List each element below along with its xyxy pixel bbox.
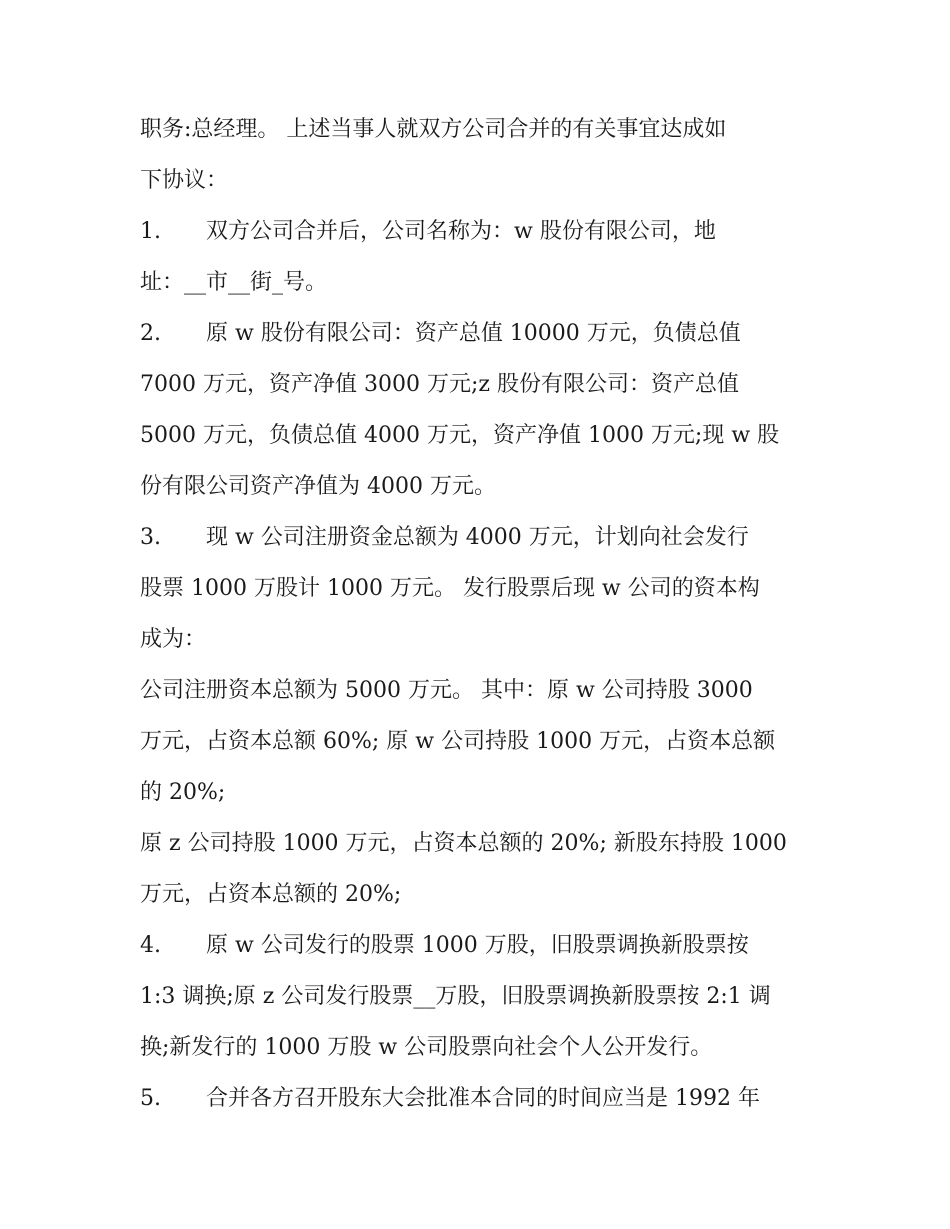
clause-number: 1. <box>140 219 161 244</box>
text-line: 1:3 调换;原 z 公司发行股票__万股，旧股票调换新股票按 2:1 调 <box>140 984 771 1009</box>
text-line: 万元，占资本总额 60%; 原 w 公司持股 1000 万元，占资本总额 <box>140 729 776 754</box>
text-line: 份有限公司资产净值为 4000 万元。 <box>140 474 496 499</box>
clause-number: 2. <box>140 321 161 346</box>
text-line: 的 20%; <box>140 780 226 805</box>
text-line: 股票 1000 万股计 1000 万元。 发行股票后现 w 公司的资本构 <box>140 576 760 601</box>
clause-1: 1. 双方公司合并后，公司名称为：w 股份有限公司，地 <box>140 206 820 257</box>
clause-number: 3. <box>140 525 161 550</box>
text-line: 公司注册资本总额为 5000 万元。 其中：原 w 公司持股 3000 <box>140 678 753 703</box>
text-line: 原 z 公司持股 1000 万元，占资本总额的 20%; 新股东持股 1000 <box>140 831 787 856</box>
text-line: 5000 万元，负债总值 4000 万元，资产净值 1000 万元;现 w 股 <box>140 423 780 448</box>
text-line: 7000 万元，资产净值 3000 万元;z 股份有限公司：资产总值 <box>140 372 739 397</box>
clause-2: 2. 原 w 股份有限公司：资产总值 10000 万元，负债总值 <box>140 308 820 359</box>
text-line: 成为： <box>140 627 207 652</box>
clause-3: 3. 现 w 公司注册资金总额为 4000 万元，计划向社会发行 <box>140 512 820 563</box>
clause-number: 5. <box>140 1086 161 1111</box>
text-line: 址：__市__街_号。 <box>140 270 328 295</box>
clause-5: 5. 合并各方召开股东大会批准本合同的时间应当是 1992 年 <box>140 1073 820 1124</box>
text-line: 换;新发行的 1000 万股 w 公司股票向社会个人公开发行。 <box>140 1035 713 1060</box>
clause-number: 4. <box>140 933 161 958</box>
clause-4: 4. 原 w 公司发行的股票 1000 万股，旧股票调换新股票按 <box>140 920 820 971</box>
text-line: 下协议： <box>140 168 229 193</box>
agreement-body <box>140 104 820 1124</box>
text-line: 万元，占资本总额的 20%; <box>140 882 402 907</box>
text-line: 职务:总经理。 上述当事人就双方公司合并的有关事宜达成如 <box>140 117 727 142</box>
